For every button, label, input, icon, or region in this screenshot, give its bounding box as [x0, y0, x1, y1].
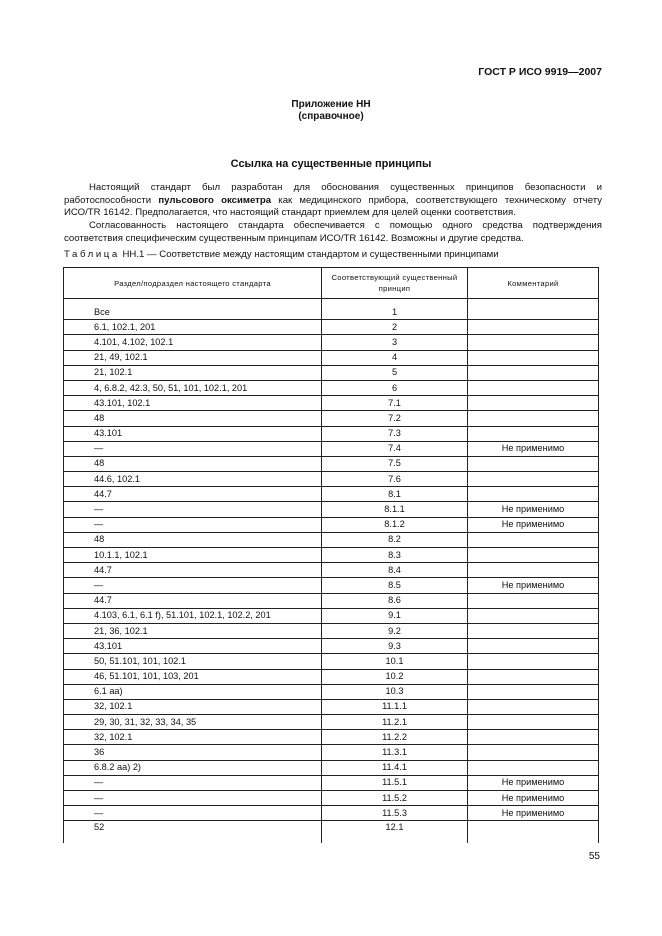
row-section-cell: — — [64, 775, 322, 790]
table-row — [64, 608, 599, 623]
table-row — [64, 623, 599, 638]
row-principle-cell: 11.3.1 — [322, 745, 468, 760]
table-row — [64, 335, 599, 350]
table-row — [64, 775, 599, 790]
row-section-cell: 6.1, 102.1, 201 — [64, 320, 322, 335]
row-comment-cell — [468, 350, 599, 365]
row-comment-cell: Не применимо — [468, 775, 599, 790]
table-row — [64, 806, 599, 821]
row-comment-cell — [468, 684, 599, 699]
row-comment-cell — [468, 472, 599, 487]
row-principle-cell: 8.5 — [322, 578, 468, 593]
row-section-cell: 6.1 aa) — [64, 684, 322, 699]
table-caption-prefix: Таблица — [64, 249, 120, 260]
row-section-cell: Все — [64, 305, 322, 320]
row-comment-cell — [468, 760, 599, 775]
row-comment-cell — [468, 608, 599, 623]
annex-type: (справочное) — [298, 111, 364, 122]
table-row — [64, 791, 599, 806]
row-section-cell: 48 — [64, 532, 322, 547]
row-principle-cell: 10.2 — [322, 669, 468, 684]
row-principle-cell: 11.5.2 — [322, 791, 468, 806]
row-principle-cell: 1 — [322, 305, 468, 320]
row-principle-cell: 7.1 — [322, 396, 468, 411]
row-comment-cell — [468, 639, 599, 654]
row-principle-cell: 8.4 — [322, 563, 468, 578]
row-principle-cell: 8.2 — [322, 532, 468, 547]
row-principle-cell: 11.5.1 — [322, 775, 468, 790]
row-section-cell: 32, 102.1 — [64, 730, 322, 745]
paragraph-2 — [64, 220, 602, 245]
row-comment-cell: Не применимо — [468, 578, 599, 593]
row-comment-cell — [468, 593, 599, 608]
table-row — [64, 456, 599, 471]
row-section-cell: 29, 30, 31, 32, 33, 34, 35 — [64, 715, 322, 730]
table-row — [64, 563, 599, 578]
row-section-cell: 48 — [64, 411, 322, 426]
paragraph-1-bold-term: пульсового оксиметра — [158, 194, 272, 206]
row-section-cell: 43.101 — [64, 639, 322, 654]
row-comment-cell — [468, 654, 599, 669]
row-section-cell: 21, 49, 102.1 — [64, 350, 322, 365]
table-caption — [64, 249, 604, 260]
table-row — [64, 365, 599, 380]
row-section-cell: — — [64, 502, 322, 517]
row-comment-cell — [468, 821, 599, 844]
row-section-cell: 4.101, 4.102, 102.1 — [64, 335, 322, 350]
row-comment-cell — [468, 305, 599, 320]
row-comment-cell: Не применимо — [468, 517, 599, 532]
row-principle-cell: 5 — [322, 365, 468, 380]
table-row — [64, 730, 599, 745]
row-section-cell: 44.7 — [64, 563, 322, 578]
row-section-cell: 44.7 — [64, 593, 322, 608]
row-section-cell: 10.1.1, 102.1 — [64, 548, 322, 563]
row-principle-cell: 3 — [322, 335, 468, 350]
row-principle-cell: 11.4.1 — [322, 760, 468, 775]
row-principle-cell: 8.1 — [322, 487, 468, 502]
row-principle-cell: 8.1.2 — [322, 517, 468, 532]
table-row — [64, 502, 599, 517]
row-principle-cell: 12.1 — [322, 821, 468, 844]
row-section-cell: — — [64, 578, 322, 593]
table-row — [64, 578, 599, 593]
row-comment-cell — [468, 623, 599, 638]
header-principle: Соответствующий существенный принцип — [322, 268, 468, 299]
table-row — [64, 760, 599, 775]
row-principle-cell: 7.2 — [322, 411, 468, 426]
row-comment-cell — [468, 532, 599, 547]
row-section-cell: 43.101 — [64, 426, 322, 441]
row-section-cell: 50, 51.101, 101, 102.1 — [64, 654, 322, 669]
row-principle-cell: 11.2.1 — [322, 715, 468, 730]
row-comment-cell: Не применимо — [468, 441, 599, 456]
table-row — [64, 745, 599, 760]
row-section-cell: 32, 102.1 — [64, 699, 322, 714]
row-comment-cell — [468, 396, 599, 411]
row-comment-cell — [468, 669, 599, 684]
row-principle-cell: 10.1 — [322, 654, 468, 669]
row-comment-cell — [468, 335, 599, 350]
table-row — [64, 669, 599, 684]
table-row — [64, 532, 599, 547]
row-principle-cell: 11.2.2 — [322, 730, 468, 745]
standard-code: ГОСТ Р ИСО 9919—2007 — [478, 66, 602, 78]
row-section-cell: 44.7 — [64, 487, 322, 502]
row-comment-cell — [468, 365, 599, 380]
row-section-cell: 4.103, 6.1, 6.1 f), 51.101, 102.1, 102.2, 201 — [64, 608, 322, 623]
row-section-cell: — — [64, 517, 322, 532]
row-principle-cell: 6 — [322, 380, 468, 395]
row-section-cell: 43.101, 102.1 — [64, 396, 322, 411]
row-principle-cell: 7.3 — [322, 426, 468, 441]
row-section-cell: — — [64, 806, 322, 821]
row-comment-cell — [468, 730, 599, 745]
row-section-cell: 4, 6.8.2, 42.3, 50, 51, 101, 102.1, 201 — [64, 380, 322, 395]
table-row — [64, 593, 599, 608]
row-principle-cell: 8.6 — [322, 593, 468, 608]
row-comment-cell: Не применимо — [468, 806, 599, 821]
row-principle-cell: 7.4 — [322, 441, 468, 456]
row-principle-cell: 11.5.3 — [322, 806, 468, 821]
row-section-cell: 46, 51.101, 101, 103, 201 — [64, 669, 322, 684]
section-title: Ссылка на существенные принципы — [230, 158, 432, 170]
row-comment-cell — [468, 563, 599, 578]
table-row — [64, 441, 599, 456]
row-comment-cell — [468, 548, 599, 563]
row-comment-cell — [468, 456, 599, 471]
row-section-cell: 48 — [64, 456, 322, 471]
correspondence-table — [63, 267, 599, 843]
paragraph-2-text: Согласованность настоящего стандарта обеспечивается с помощью одного средства подтверждения соответствия специфическим существенным принципам ИСО/TR 16142. Возможны и другие средства. — [64, 220, 602, 244]
table-caption-text: НН.1 — Соответствие между настоящим стандартом и существенными принципами — [122, 249, 499, 260]
row-principle-cell: 9.1 — [322, 608, 468, 623]
header-comment: Комментарий — [468, 268, 599, 299]
row-principle-cell: 7.5 — [322, 456, 468, 471]
table-row — [64, 548, 599, 563]
row-comment-cell: Не применимо — [468, 502, 599, 517]
row-section-cell: 21, 36, 102.1 — [64, 623, 322, 638]
table-row — [64, 821, 599, 844]
row-principle-cell: 11.1.1 — [322, 699, 468, 714]
row-principle-cell: 9.2 — [322, 623, 468, 638]
table-row — [64, 472, 599, 487]
row-principle-cell: 9.3 — [322, 639, 468, 654]
row-section-cell: — — [64, 441, 322, 456]
row-principle-cell: 4 — [322, 350, 468, 365]
page-number: 55 — [588, 851, 600, 862]
paragraph-1 — [64, 182, 602, 220]
row-principle-cell: 8.1.1 — [322, 502, 468, 517]
row-comment-cell — [468, 426, 599, 441]
row-comment-cell — [468, 715, 599, 730]
table-row — [64, 305, 599, 320]
table-row — [64, 487, 599, 502]
table-row — [64, 411, 599, 426]
table-row — [64, 684, 599, 699]
header-section: Раздел/подраздел настоящего стандарта — [64, 268, 322, 299]
row-comment-cell — [468, 745, 599, 760]
row-principle-cell: 10.3 — [322, 684, 468, 699]
table-row — [64, 426, 599, 441]
paragraph-1-text-b: как медицинского прибора, соответствующего техническому отчету ИСО/TR 16142. Предполагается, что настоящий стандарт приемлем для целей оценки соответствия. — [64, 194, 603, 219]
row-section-cell: 36 — [64, 745, 322, 760]
row-comment-cell — [468, 320, 599, 335]
table-row — [64, 517, 599, 532]
table-row — [64, 639, 599, 654]
row-comment-cell — [468, 380, 599, 395]
row-principle-cell: 7.6 — [322, 472, 468, 487]
paragraph-1-text-a: Настоящий стандарт был разработан для обоснования существенных принципов безопасности и работоспособности — [64, 182, 602, 206]
row-section-cell: 44.6, 102.1 — [64, 472, 322, 487]
row-principle-cell: 8.3 — [322, 548, 468, 563]
table-row — [64, 380, 599, 395]
row-principle-cell: 2 — [322, 320, 468, 335]
table-row — [64, 320, 599, 335]
row-section-cell: 6.8.2 aa) 2) — [64, 760, 322, 775]
row-comment-cell — [468, 411, 599, 426]
table-row — [64, 699, 599, 714]
row-comment-cell: Не применимо — [468, 791, 599, 806]
row-section-cell: 52 — [64, 821, 322, 844]
table-row — [64, 350, 599, 365]
table-header-row — [64, 268, 599, 299]
row-section-cell: 21, 102.1 — [64, 365, 322, 380]
annex-title: Приложение НН — [291, 99, 371, 110]
table-row — [64, 396, 599, 411]
row-comment-cell — [468, 699, 599, 714]
row-section-cell: — — [64, 791, 322, 806]
row-comment-cell — [468, 487, 599, 502]
table-row — [64, 715, 599, 730]
table-row — [64, 654, 599, 669]
